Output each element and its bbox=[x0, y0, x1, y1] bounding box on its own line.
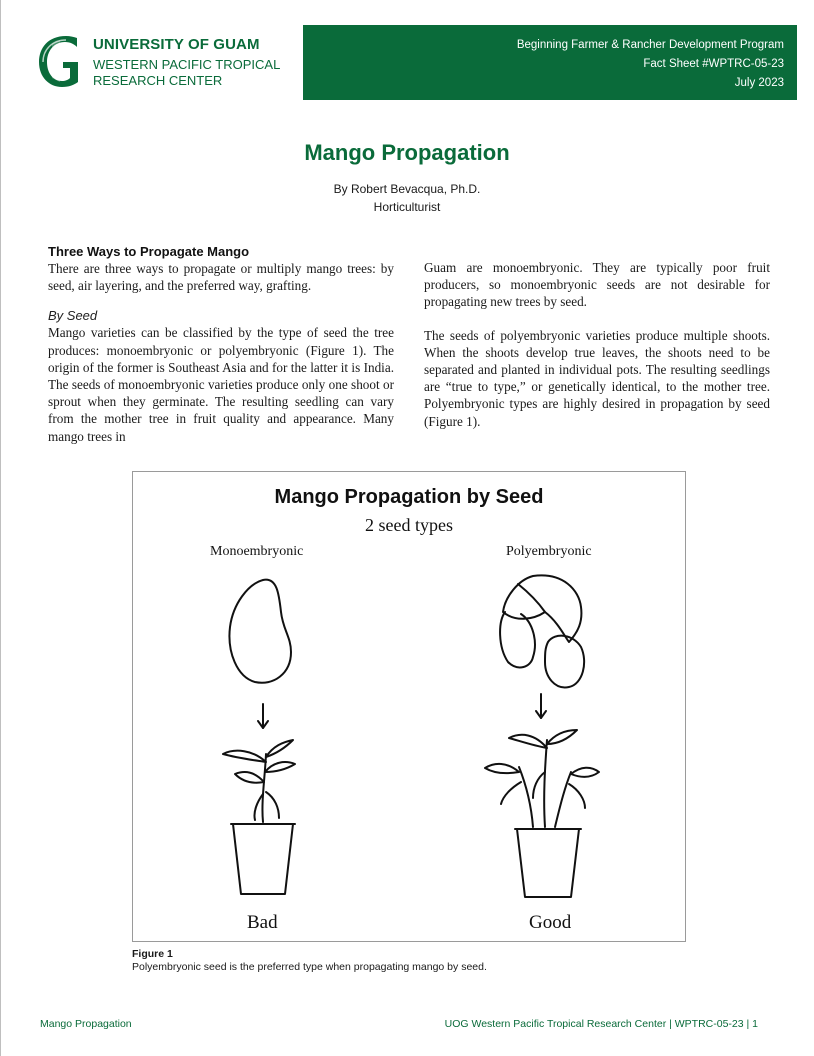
author-title: Horticulturist bbox=[373, 200, 441, 214]
author-name: By Robert Bevacqua, Ph.D. bbox=[333, 182, 481, 196]
monoembryonic-seedling-icon bbox=[223, 740, 295, 894]
body-column-left bbox=[48, 243, 394, 445]
polyembryonic-seedlings-icon bbox=[485, 730, 599, 897]
outcome-good-label: Good bbox=[529, 912, 572, 933]
figure-caption bbox=[132, 948, 692, 974]
caption-label: Figure 1 bbox=[132, 948, 173, 960]
figure-1 bbox=[132, 471, 686, 942]
figure-illustration bbox=[133, 472, 687, 943]
logo-wordmark bbox=[93, 37, 280, 87]
publication-date: July 2023 bbox=[734, 77, 784, 89]
arrow-down-icon-left bbox=[258, 704, 268, 728]
seed-paragraph-2: The seeds of polyembryonic varieties produce multiple shoots. When the shoots develop true leaves, the shoots need to be separated and planted in individual pots. The resulting seedlings are “true to type,” or genetically identical, to the mother tree. Polyembryonic types are highly desired in propagation by seed (Figure 1). bbox=[424, 327, 770, 429]
seed-paragraph-1-continued: Guam are monoembryonic. They are typically poor fruit producers, so monoembryonic seeds are not desirable for propagating new trees by seed. bbox=[424, 260, 770, 310]
outcome-bad-label: Bad bbox=[247, 912, 278, 933]
figure-subtitle: 2 seed types bbox=[365, 515, 453, 535]
university-g-logo-icon bbox=[36, 32, 86, 90]
byline bbox=[0, 180, 814, 216]
seed-paragraph-1: Mango varieties can be classified by the type of seed the tree produces: monoembryonic or polyembryonic (Figure 1). The origin of the former is Southeast Asia and for the latter it is India. The seeds of monoembryonic varieties produce only one shoot or sprout when they germinate. The resulting seedling can vary from the mother tree in fruit quality and appearance. Many mango trees in bbox=[48, 325, 394, 444]
logo-center-line2: RESEARCH CENTER bbox=[93, 73, 223, 88]
header-info-box bbox=[303, 25, 797, 100]
intro-paragraph: There are three ways to propagate or multiply mango trees: by seed, air layering, and the preferred way, grafting. bbox=[48, 261, 394, 294]
polyembryonic-seed-icon bbox=[500, 575, 584, 687]
monoembryonic-seed-icon bbox=[229, 580, 291, 683]
polyembryonic-label: Polyembryonic bbox=[506, 544, 592, 559]
footer-title: Mango Propagation bbox=[40, 1018, 132, 1030]
caption-text: Polyembryonic seed is the preferred type when propagating mango by seed. bbox=[132, 961, 487, 973]
subsection-heading: By Seed bbox=[48, 308, 98, 324]
page-title: Mango Propagation bbox=[304, 140, 510, 165]
logo-center-line1: WESTERN PACIFIC TROPICAL bbox=[93, 57, 281, 72]
monoembryonic-label: Monoembryonic bbox=[210, 544, 304, 559]
arrow-down-icon-right bbox=[536, 694, 546, 718]
section-heading: Three Ways to Propagate Mango bbox=[48, 244, 250, 259]
footer-publisher-page: UOG Western Pacific Tropical Research Center | WPTRC-05-23 | 1 bbox=[444, 1018, 758, 1030]
logo-university-name: UNIVERSITY OF GUAM bbox=[93, 36, 260, 53]
figure-title: Mango Propagation by Seed bbox=[274, 486, 544, 508]
body-column-right bbox=[424, 259, 770, 430]
factsheet-number: Fact Sheet #WPTRC-05-23 bbox=[643, 58, 784, 70]
program-name: Beginning Farmer & Rancher Development Program bbox=[516, 39, 784, 51]
